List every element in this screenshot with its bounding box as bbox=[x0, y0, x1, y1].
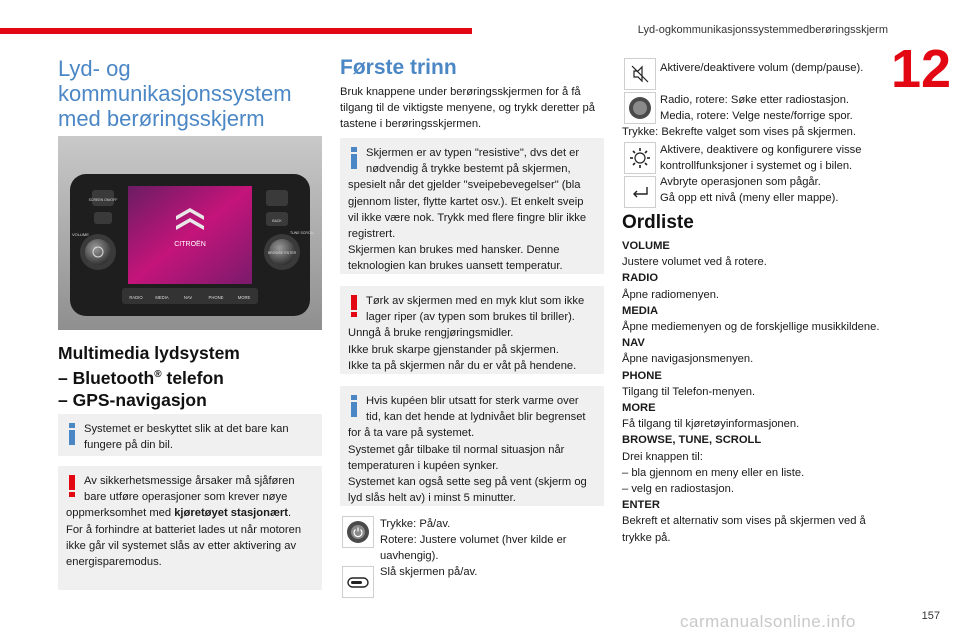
phone-button-label: PHONE bbox=[208, 295, 224, 300]
subtitle-line-3: – GPS-navigasjon bbox=[58, 389, 207, 410]
radio-line-1: Radio, rotere: Søke etter radiostasjon. bbox=[660, 94, 850, 106]
warning-icon bbox=[348, 295, 360, 317]
warning-note-cleaning: Tørk av skjermen med en myk klut som ikke lager riper (av typen som brukes til briller). Unngå å bruke rengjøringsmidler. Ikke bruk skarpe gjenstander på skjermen. Ikke ta på skjermen når du er våt på hendene. bbox=[340, 286, 604, 374]
power-line-2: Rotere: Justere volumet (hver kilde er uavhengig). bbox=[380, 534, 567, 563]
screen-toggle-icon bbox=[342, 566, 374, 598]
screen-line: Slå skjermen på/av. bbox=[380, 566, 478, 578]
intro-text: Bruk knappene under berøringsskjermen for å få tilgang til de viktigste menyene, og trykk deretter på tastene i berøringsskjermen. bbox=[340, 86, 595, 131]
radio-line-2: Media, rotere: Velge neste/forrige spor. bbox=[660, 110, 853, 122]
glossary-term: ENTER bbox=[622, 499, 660, 512]
info-note-protection: Systemet er beskyttet slik at det bare kan fungere på din bil. bbox=[58, 414, 322, 456]
glossary-term: MEDIA bbox=[622, 304, 659, 317]
info-icon bbox=[66, 423, 78, 443]
glossary-definition: – bla gjennom en meny eller en liste. bbox=[622, 466, 805, 479]
header-red-bar bbox=[0, 28, 472, 34]
glossary-definition: – velg en radiostasjon. bbox=[622, 483, 734, 496]
volume-label: VOLUME bbox=[72, 232, 89, 237]
tune-scroll-label: TUNE SCROLL bbox=[290, 231, 315, 235]
warning-note-safety: Av sikkerhetsmessige årsaker må sjåføren bare utføre operasjoner som krever nøye oppmerksomhet med kjøretøyet stasjonært. For å forhindre at batteriet lades ut når motoren ikke går vil systemet slås av etter aktivering av energisparemodus. bbox=[58, 466, 322, 590]
info-note-resistive: Skjermen er av typen "resistive", dvs det er nødvendig å trykke bestemt på skjermen, spesielt når det gjelder "sveipebevegelser" (bla gjennom lister, flytte kartet osv.). Et enkelt sveip vil ikke være nok. Trykk med flere fingre blir ikke registrert. Skjermen kan brukes med hansker. Denne teknologien kan brukes uansett temperatur. bbox=[340, 138, 604, 274]
glossary-definition: Bekreft et alternativ som vises på skjermen ved å trykke på. bbox=[622, 515, 866, 544]
settings-gear-icon bbox=[624, 142, 656, 174]
glossary-list bbox=[622, 238, 886, 546]
browse-enter-label: BROWSE ENTER bbox=[267, 251, 297, 255]
info-icon bbox=[348, 395, 360, 415]
glossary-term: NAV bbox=[622, 337, 645, 350]
glossary-definition: Drei knappen til: bbox=[622, 450, 703, 463]
info-note-heat: Hvis kupéen blir utsatt for sterk varme over tid, kan det hende at lydnivået blir begrenset for å ta vare på systemet. Systemet går tilbake til normal situasjon når temperaturen i kupéen synker. Systemet kan også sette seg på vent (skjerm og lyd slås helt av) i minst 5 minutter. bbox=[340, 386, 604, 506]
head-unit-illustration bbox=[58, 136, 322, 330]
glossary-term: RADIO bbox=[622, 272, 659, 285]
watermark-text: carmanualsonline.info bbox=[680, 612, 856, 631]
radio-button-label: RADIO bbox=[129, 295, 143, 300]
page-title: Lyd- og kommunikasjonssystem med berøringsskjerm bbox=[58, 56, 292, 131]
subtitle-line-1: Multimedia lydsystem bbox=[58, 343, 240, 363]
info-icon bbox=[348, 147, 360, 167]
settings-line-2: kontrollfunksjoner i systemet og i bilen. bbox=[660, 160, 853, 172]
back-line-1: Avbryte operasjonen som pågår. bbox=[660, 176, 821, 188]
browse-knob-icon bbox=[624, 92, 656, 124]
section-subtitle bbox=[58, 342, 322, 411]
glossary-term: BROWSE, TUNE, SCROLL bbox=[622, 434, 762, 447]
radio-line-3: Trykke: Bekrefte valget som vises på skjermen. bbox=[622, 126, 856, 138]
glossary-term: PHONE bbox=[622, 369, 662, 382]
nav-button-label: NAV bbox=[183, 295, 193, 300]
back-line-2: Gå opp ett nivå (meny eller mappe). bbox=[660, 192, 839, 204]
glossary-definition: Få tilgang til kjøretøyinformasjonen. bbox=[622, 418, 800, 431]
screen-onoff-label: SCREEN ON/OFF bbox=[88, 198, 118, 202]
subtitle-line-2: – Bluetooth® telefon bbox=[58, 367, 224, 388]
glossary-definition: Justere volumet ved å rotere. bbox=[622, 256, 767, 269]
brand-text: CITROËN bbox=[174, 241, 206, 248]
power-knob-icon bbox=[342, 516, 374, 548]
section-title-first-steps: Første trinn bbox=[340, 56, 457, 79]
chapter-number: 12 bbox=[890, 39, 952, 99]
mute-icon bbox=[624, 58, 656, 90]
power-line-1: Trykke: På/av. bbox=[380, 518, 451, 530]
glossary-term: VOLUME bbox=[622, 240, 670, 252]
back-arrow-icon bbox=[624, 176, 656, 208]
running-head: Lyd-ogkommunikasjonssystemmedberøringsskjerm bbox=[637, 24, 888, 36]
more-button-label: MORE bbox=[237, 295, 251, 300]
settings-line-1: Aktivere, deaktivere og konfigurere visse bbox=[660, 144, 862, 156]
warning-icon bbox=[66, 475, 78, 497]
glossary-definition: Tilgang til Telefon-menyen. bbox=[622, 385, 756, 398]
glossary-definition: Åpne mediemenyen og de forskjellige musikkildene. bbox=[622, 321, 880, 334]
glossary-definition: Åpne radiomenyen. bbox=[622, 288, 720, 301]
media-button-label: MEDIA bbox=[155, 295, 169, 300]
glossary-term: MORE bbox=[622, 402, 656, 415]
back-label: BACK bbox=[272, 219, 282, 223]
mute-text: Aktivere/deaktivere volum (demp/pause). bbox=[660, 62, 864, 74]
page-number: 157 bbox=[921, 610, 940, 622]
glossary-title: Ordliste bbox=[622, 212, 694, 233]
glossary-definition: Åpne navigasjonsmenyen. bbox=[622, 353, 754, 366]
